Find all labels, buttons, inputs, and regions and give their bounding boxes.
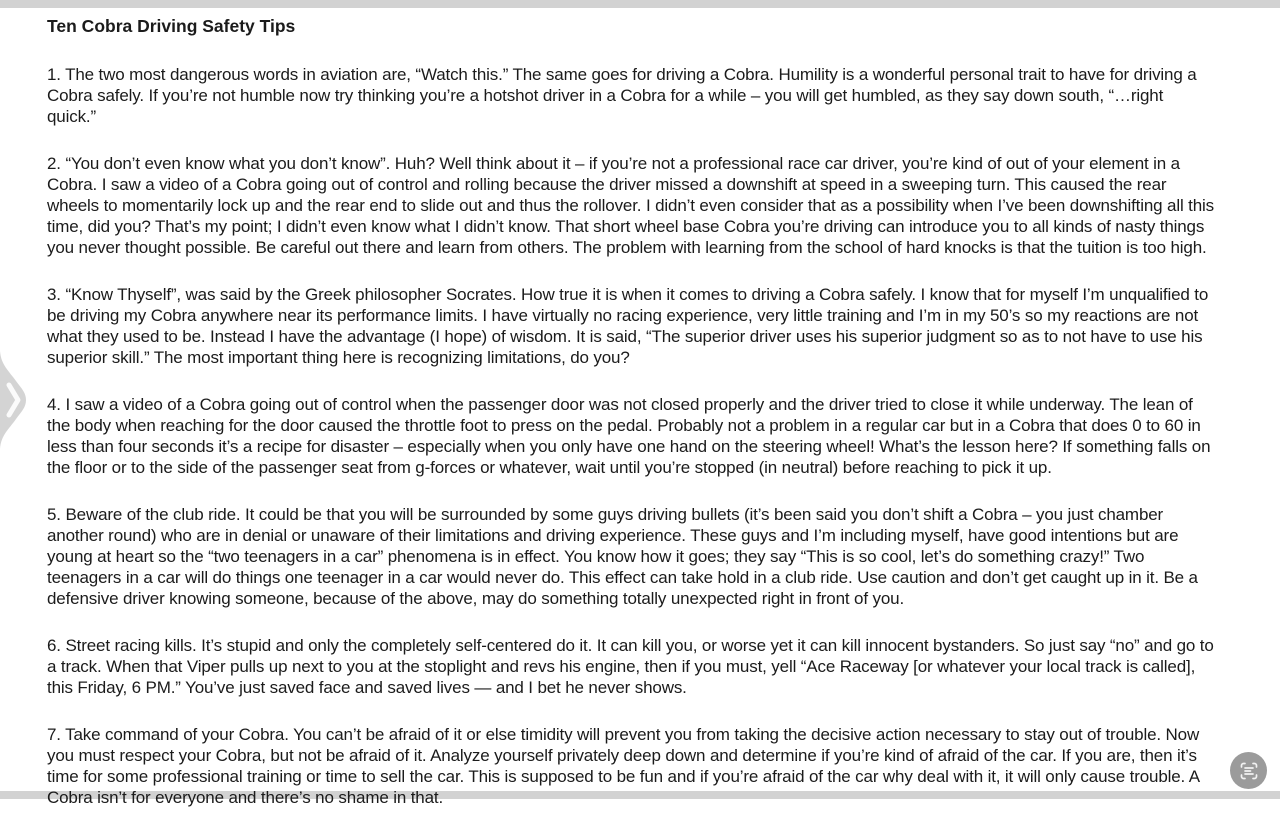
page-title: Ten Cobra Driving Safety Tips <box>47 16 296 36</box>
article-paragraph-3: 3. “Know Thyself”, was said by the Greek philosopher Socrates. How true it is when it comes to driving a Cobra safely. I know that for myself I’m unqualified to be driving my Cobra anywhere near its performance limits. I have virtually no racing experience, very little training and I’m in my 50’s so my reactions are not what they used to be. Instead I have the advantage (I hope) of wisdom. It is said, “The superior driver uses his superior judgment so as to not have to use his superior skill.” The most important thing here is recognizing limitations, do you? <box>47 285 1209 367</box>
top-edge-strip <box>0 0 1280 8</box>
article-body <box>47 16 1216 834</box>
article-paragraph-5: 5. Beware of the club ride. It could be that you will be surrounded by some guys driving bullets (it’s been said you don’t shift a Cobra – you just chamber another round) who are in denial or unaware of their limitations and driving experience. These guys and I’m including myself, have good intentions but are young at heart so the “two teenagers in a car” phenomena is in effect. You know how it goes; they say “This is so cool, let’s do something crazy!” Two teenagers in a car will do things one teenager in a car would never do. This effect can take hold in a club ride. Use caution and don’t get caught up in it. Be a defensive driver knowing someone, because of the above, may do something totally unexpected right in front of you. <box>47 505 1198 608</box>
text-scan-icon <box>1239 761 1259 781</box>
article-paragraph-6: 6. Street racing kills. It’s stupid and only the completely self-centered do it. It can kill you, or worse yet it can kill innocent bystanders. So just say “no” and go to a track. When that Viper pulls up next to you at the stoplight and revs his engine, then if you must, yell “Ace Raceway [or whatever your local track is called], this Friday, 6 PM.” You’ve just saved face and saved lives — and I bet he never shows. <box>47 636 1214 697</box>
article-paragraph-7: 7. Take command of your Cobra. You can’t be afraid of it or else timidity will prevent you from taking the decisive action necessary to stay out of trouble. Now you must respect your Cobra, but not be afraid of it. Analyze yourself privately deep down and determine if you’re kind of afraid of the car. If you are, then it’s time for some professional training or time to sell the car. This is supposed to be fun and if you’re afraid of the car why deal with it, it will only cause trouble. A Cobra isn’t for everyone and there’s no shame in that. <box>47 725 1200 807</box>
article-paragraph-4: 4. I saw a video of a Cobra going out of control when the passenger door was not closed properly and the driver tried to close it while underway. The lean of the body when reaching for the door caused the throttle foot to press on the pedal. Probably not a problem in a regular car but in a Cobra that does 0 to 60 in less than four seconds it’s a recipe for disaster – especially when you only have one hand on the steering wheel! What’s the lesson here? If something falls on the floor or to the side of the passenger seat from g-forces or whatever, wait until you’re stopped (in neutral) before reaching to pick it up. <box>47 395 1211 477</box>
screenshot-scan-button[interactable] <box>1230 752 1267 789</box>
article-paragraph-2: 2. “You don’t even know what you don’t know”. Huh? Well think about it – if you’re not a professional race car driver, you’re kind of out of your element in a Cobra. I saw a video of a Cobra going out of control and rolling because the driver missed a downshift at speed in a sweeping turn. This caused the rear wheels to momentarily lock up and the rear end to slide out and thus the rollover. I didn’t even consider that as a possibility when I’ve been downshifting all this time, did you? That’s my point; I didn’t even know what I didn’t know. That short wheel base Cobra you’re driving can introduce you to all kinds of nasty things you never thought possible. Be careful out there and learn from others. The problem with learning from the school of hard knocks is that the tuition is too high. <box>47 154 1215 257</box>
article-paragraph-1: 1. The two most dangerous words in aviation are, “Watch this.” The same goes for driving a Cobra. Humility is a wonderful personal trait to have for driving a Cobra safely. If you’re not humble now try thinking you’re a hotshot driver in a Cobra for a while – you will get humbled, as they say down south, “…right quick.” <box>47 65 1197 126</box>
sidebar-handle-shape <box>0 351 28 449</box>
sidebar-expand-handle[interactable] <box>0 351 28 449</box>
